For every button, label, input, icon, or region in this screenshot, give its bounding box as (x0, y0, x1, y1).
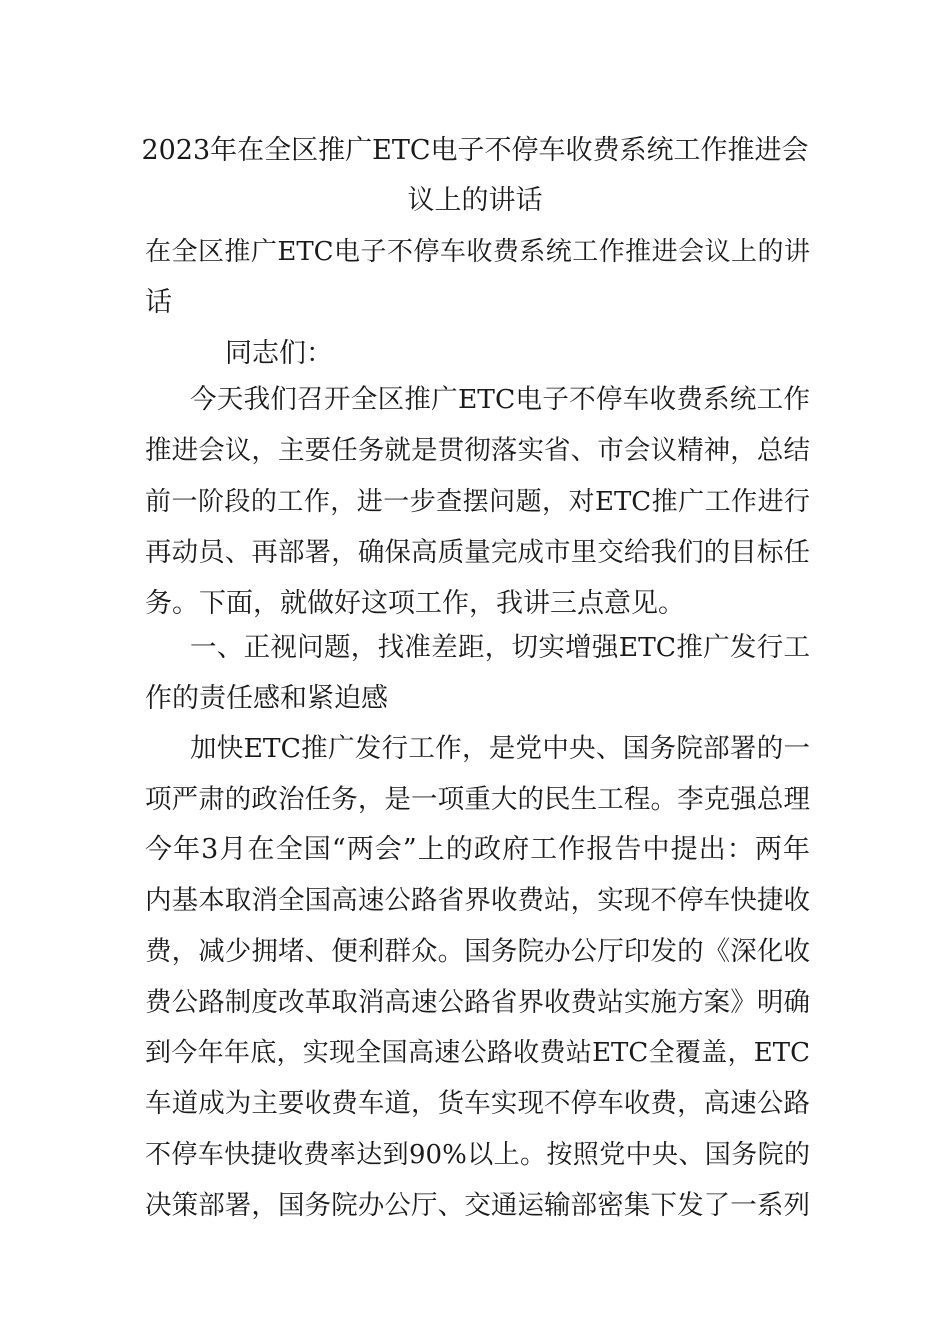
paragraph2-line-8: 车道成为主要收费车道，货车实现不停车收费，高速公路 (145, 1088, 810, 1119)
paragraph1-line-2: 推进会议，主要任务就是贯彻落实省、市会议精神，总结 (145, 435, 810, 466)
section-heading-1-line-1: 一、正视问题，找准差距，切实增强ETC推广发行工 (190, 632, 810, 663)
paragraph1-line-3: 前一阶段的工作，进一步查摆问题，对ETC推广工作进行 (145, 487, 810, 517)
paragraph1-line-4: 再动员、再部署，确保高质量完成市里交给我们的目标任 (145, 537, 810, 568)
paragraph1-line-1: 今天我们召开全区推广ETC电子不停车收费系统工作 (190, 384, 810, 415)
paragraph2-line-1: 加快ETC推广发行工作，是党中央、国务院部署的一 (190, 733, 810, 764)
document-subtitle-line-1: 在全区推广ETC电子不停车收费系统工作推进会议上的讲 (145, 237, 810, 267)
paragraph2-line-2: 项严肃的政治任务，是一项重大的民生工程。李克强总理 (145, 784, 810, 815)
paragraph2-line-10: 决策部署，国务院办公厅、交通运输部密集下发了一系列 (145, 1190, 810, 1221)
paragraph2-line-6: 费公路制度改革取消高速公路省界收费站实施方案》明确 (145, 987, 810, 1018)
section-heading-1-line-2: 作的责任感和紧迫感 (145, 683, 388, 714)
paragraph2-line-3: 今年3月在全国“两会”上的政府工作报告中提出：两年 (145, 834, 810, 865)
document-title-line-2: 议上的讲话 (407, 185, 543, 216)
paragraph1-line-5: 务。下面，就做好这项工作，我讲三点意见。 (145, 588, 685, 619)
document-subtitle-line-2: 话 (145, 287, 172, 318)
paragraph2-line-9: 不停车快捷收费率达到90%以上。按照党中央、国务院的 (145, 1140, 810, 1170)
paragraph2-line-5: 费，减少拥堵、便利群众。国务院办公厅印发的《深化收 (145, 936, 810, 967)
salutation: 同志们： (225, 338, 333, 369)
paragraph2-line-4: 内基本取消全国高速公路省界收费站，实现不停车快捷收 (145, 885, 810, 916)
paragraph2-line-7: 到今年年底，实现全国高速公路收费站ETC全覆盖，ETC (145, 1038, 810, 1068)
document-title-line-1: 2023年在全区推广ETC电子不停车收费系统工作推进会 (141, 135, 809, 166)
